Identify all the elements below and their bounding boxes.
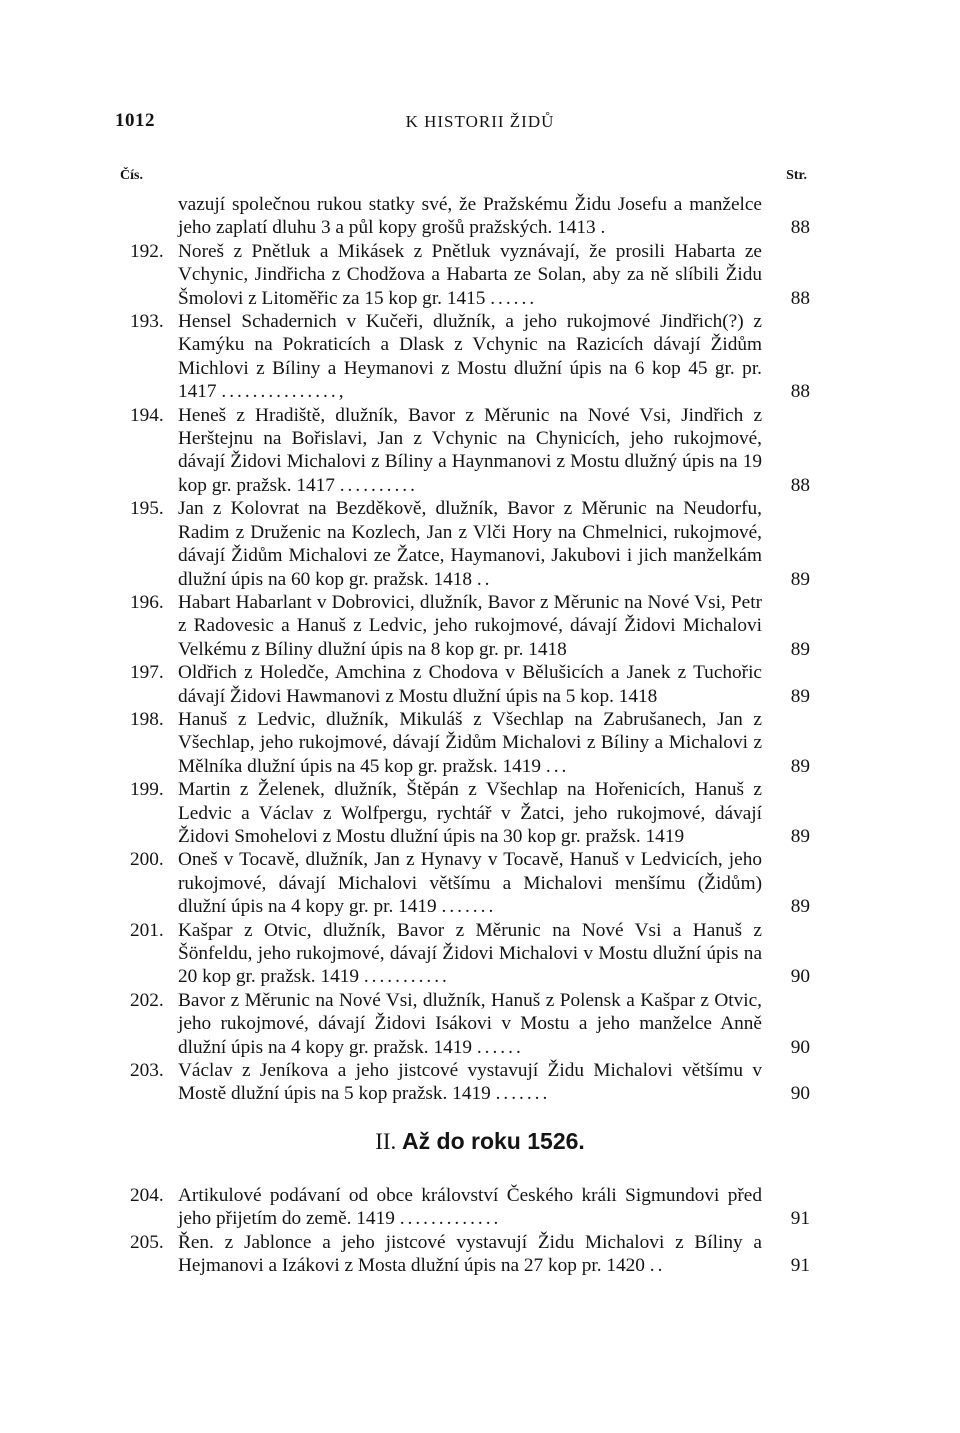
entry-page: 89 [790, 755, 810, 777]
entry-number: 195. [130, 498, 164, 520]
entry-number: 197. [130, 662, 164, 684]
entry-text: Noreš z Pnětluk a Mikásek z Pnětluk vyznávají, že prosili Habarta ze Vchynic, Jindřicha z Chodžova a Habarta ze Solan, aby za ně slíbili Židu Šmolovi z Litoměřic za 15 kop gr. 1415 [178, 240, 762, 309]
entry-text: Jan z Kolovrat na Bezděkově, dlužník, Bavor z Měrunic na Neudorfu, Radim z Druženic na Kozlech, Jan z Vlči Hory na Chmelnici, rukojmové, dávají Židům Michalovi ze Žatce, Haymanovi, Jakubovi i jich manželkám dlužní úpis na 60 kop gr. pražsk. 1418 [178, 498, 762, 590]
entry-page: 89 [790, 638, 810, 660]
dot-leader: ............. [399, 1208, 502, 1230]
entry-number: 199. [130, 779, 164, 801]
dot-leader: ........... [363, 966, 450, 988]
list-item [130, 919, 810, 989]
entry-list-section-2 [130, 1184, 810, 1278]
entry-text: Martin z Želenek, dlužník, Štěpán z Všechlap na Hořenicích, Hanuš z Ledvic a Václav z Wolfpergu, rychtář v Žatci, jeho rukojmové, dávají Židovi Smohelovi z Mostu dlužní úpis na 30 kop gr. pražsk. 1419 [178, 779, 762, 847]
entry-page: 90 [790, 1083, 810, 1105]
entry-number: 204. [130, 1185, 164, 1206]
dot-leader: ..............., [221, 381, 347, 403]
entry-text: Artikulové podávaní od obce království Českého králi Sigmundovi před jeho přijetím do země. 1419 [178, 1185, 762, 1230]
dot-leader: .......... [339, 474, 418, 496]
dot-leader: . [600, 217, 609, 239]
list-item [130, 778, 810, 848]
entry-number: 205. [130, 1231, 164, 1253]
entry-text: Heneš z Hradiště, dlužník, Bavor z Měrunic na Nové Vsi, Jindřich z Herštejnu na Bořislavi, Jan z Vchynic na Chynicích, jeho rukojmové, dávají Židovi Michalovi z Bíliny a Haynmanovi z Mostu dlužný úpis na 19 kop gr. pražsk. 1417 [178, 404, 762, 496]
page-number: 1012 [115, 110, 155, 131]
entry-text: Habart Habarlant v Dobrovici, dlužník, Bavor z Měrunic na Nové Vsi, Petr z Radovesic a Hanuš z Ledvic, jeho rukojmové, dávají Židovi Michalovi Velkému z Bíliny dlužní úpis na 8 kop gr. pr. 1418 [178, 591, 762, 660]
list-item [130, 1184, 810, 1231]
entry-number: 203. [130, 1060, 164, 1082]
dot-leader: ....... [441, 896, 497, 918]
entry-text: Hensel Schadernich v Kučeři, dlužník, a jeho rukojmové Jindřich(?) z Kamýku na Pokraticích a Dlask z Vchynic na Razicích dávají Židům Michlovi z Bíliny a Heymanovi z Mostu dlužní úpis na 6 kop 45 gr. pr. 1417 [178, 311, 762, 403]
entry-text: vazují společnou rukou statky své, že Pražskému Židu Josefu a manželce jeho zaplatí dluhu 3 a půl kopy grošů pražských. 1413 [178, 194, 762, 239]
list-item [130, 989, 810, 1059]
entry-page: 88 [790, 474, 810, 496]
section-roman-numeral: II. [375, 1129, 397, 1154]
entry-page: 88 [790, 287, 810, 309]
dot-leader: ... [545, 755, 570, 777]
column-label-page: Str. [786, 168, 807, 183]
section-title: Až do roku 1526. [402, 1128, 585, 1154]
list-item [130, 1231, 810, 1278]
entry-text: Václav z Jeníkova a jeho jistcové vystavují Židu Michalovi většímu v Mostě dlužní úpis na 5 kop pražsk. 1419 [178, 1060, 762, 1105]
entry-page: 90 [790, 1036, 810, 1058]
entry-page: 89 [790, 685, 810, 707]
list-item [130, 193, 810, 240]
entry-number: 200. [130, 849, 164, 871]
dot-leader: .. [649, 1255, 666, 1277]
entry-page: 88 [790, 217, 810, 239]
entry-number: 198. [130, 708, 164, 730]
dot-leader: ...... [476, 1036, 524, 1058]
dot-leader: .. [476, 568, 493, 590]
list-item [130, 310, 810, 404]
entry-text: Bavor z Měrunic na Nové Vsi, dlužník, Hanuš z Polensk a Kašpar z Otvic, jeho rukojmové, dávají Židovi Isákovi v Mostu a jeho manželce Anně dlužní úpis na 4 kopy gr. pražsk. 1419 [178, 989, 762, 1058]
entry-page: 89 [790, 825, 810, 847]
entry-number: 194. [130, 404, 164, 426]
entry-number: 201. [130, 919, 164, 941]
column-label-number: Čís. [120, 168, 143, 183]
entry-text: Oneš v Tocavě, dlužník, Jan z Hynavy v Tocavě, Hanuš v Ledvicích, jeho rukojmové, dávají Michalovi většímu a Michalovi menšímu (Židům) dlužní úpis na 4 kopy gr. pr. 1419 [178, 849, 762, 918]
entry-page: 91 [790, 1208, 810, 1230]
dot-leader: ....... [495, 1083, 551, 1105]
list-item [130, 1059, 810, 1106]
entry-text: Oldřich z Holedče, Amchina z Chodova v Bělušicích a Janek z Tuchořic dávají Židovi Hawmanovi z Mostu dlužní úpis na 5 kop. 1418 [178, 662, 762, 707]
entry-text: Kašpar z Otvic, dlužník, Bavor z Měrunic na Nové Vsi a Hanuš z Šönfeldu, jeho rukojmové, dávají Židovi Michalovi v Mostu dlužní úpis na 20 kop gr. pražsk. 1419 [178, 919, 762, 988]
list-item [130, 497, 810, 591]
entry-number: 193. [130, 311, 164, 333]
list-item [130, 240, 810, 310]
list-item [130, 848, 810, 918]
dot-leader: ...... [490, 287, 538, 309]
list-item [130, 661, 810, 708]
entry-page: 89 [790, 896, 810, 918]
entry-list [130, 193, 810, 1106]
entry-text: Hanuš z Ledvic, dlužník, Mikuláš z Všechlap na Zabrušanech, Jan z Všechlap, jeho rukojmové, dávají Židům Michalovi z Bíliny a Michalovi z Mělníka dlužní úpis na 45 kop gr. pražsk. 1419 [178, 708, 762, 777]
entry-page: 91 [790, 1255, 810, 1277]
list-item [130, 708, 810, 778]
list-item [130, 591, 810, 661]
entry-number: 192. [130, 240, 164, 262]
entry-number: 196. [130, 591, 164, 613]
entry-text: Řen. z Jablonce a jeho jistcové vystavují Židu Michalovi z Bíliny a Hejmanovi a Izákovi z Mosta dlužní úpis na 27 kop pr. 1420 [178, 1231, 762, 1277]
section-heading [0, 1128, 960, 1155]
list-item [130, 404, 810, 498]
entry-number: 202. [130, 989, 164, 1011]
entry-page: 89 [790, 568, 810, 590]
entry-page: 88 [790, 381, 810, 403]
running-head: K HISTORII ŽIDŮ [405, 112, 555, 131]
entry-page: 90 [790, 966, 810, 988]
